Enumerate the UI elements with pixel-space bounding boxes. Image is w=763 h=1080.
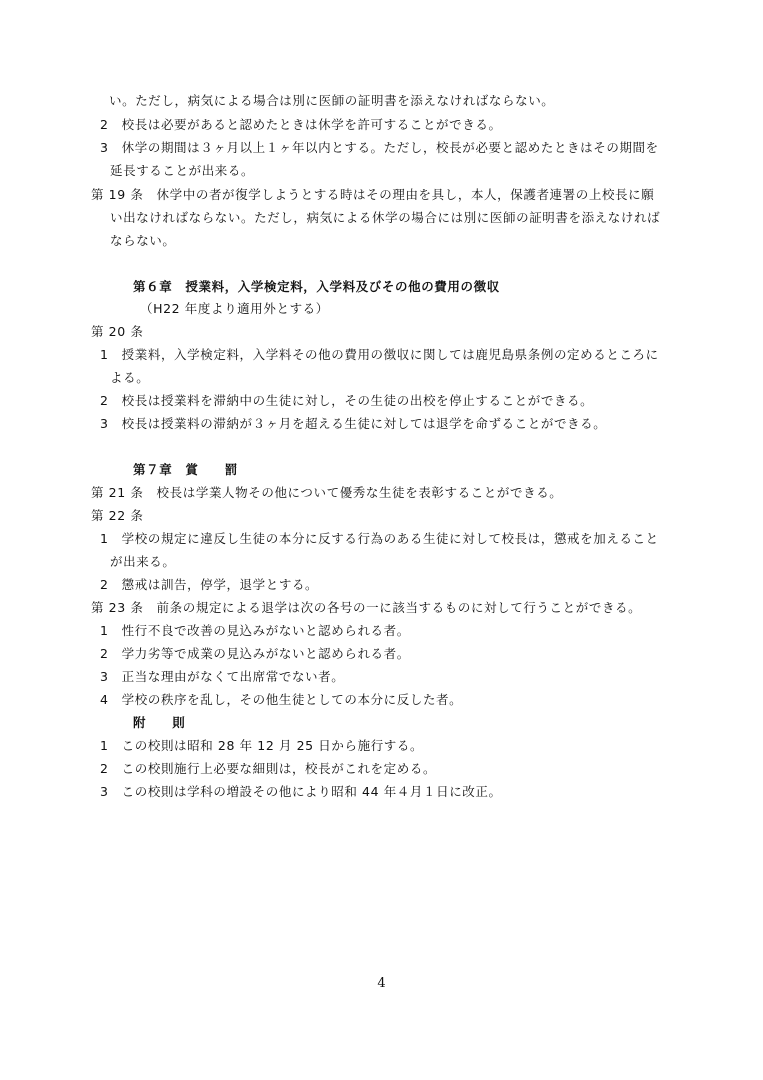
chapter-6-heading: 第６章 授業料，入学検定料，入学料及びその他の費用の徴収 — [133, 279, 500, 294]
text-line: い。ただし，病気による場合は別に医師の証明書を添えなければならない。 — [109, 93, 555, 108]
text-line: 2 懲戒は訓告，停学，退学とする。 — [100, 577, 319, 592]
text-line: 1 性行不良で改善の見込みがないと認められる者。 — [100, 623, 410, 638]
text-line: い出なければならない。ただし，病気による休学の場合には別に医師の証明書を添えなければ — [110, 210, 661, 225]
chapter-6-note: （H22 年度より適用外とする） — [140, 301, 329, 316]
article-20: 第 20 条 — [91, 324, 144, 339]
text-line: 3 休学の期間は３ヶ月以上１ヶ年以内とする。ただし，校長が必要と認めたときはその期間を — [100, 140, 659, 155]
text-line: ならない。 — [110, 233, 176, 248]
text-line: 2 校長は授業料を滞納中の生徒に対し，その生徒の出校を停止することができる。 — [100, 393, 594, 408]
text-line: 1 授業料，入学検定料，入学料その他の費用の徴収に関しては鹿児島県条例の定めるところに — [100, 347, 659, 362]
chapter-7-heading: 第７章 賞 罰 — [133, 462, 238, 477]
text-line: が出来る。 — [110, 554, 176, 569]
text-line: 4 学校の秩序を乱し，その他生徒としての本分に反した者。 — [100, 692, 463, 707]
text-line: 3 正当な理由がなくて出席常でない者。 — [100, 669, 345, 684]
article-23: 第 23 条 前条の規定による退学は次の各号の一に該当するものに対して行うことができる。 — [91, 600, 642, 615]
page-number: 4 — [377, 976, 386, 991]
text-line: 1 この校則は昭和 28 年 12 月 25 日から施行する。 — [100, 738, 424, 753]
text-line: 3 この校則は学科の増設その他により昭和 44 年４月１日に改正。 — [100, 784, 502, 799]
text-line: 3 校長は授業料の滞納が３ヶ月を超える生徒に対しては退学を命ずることができる。 — [100, 416, 607, 431]
text-line: 1 学校の規定に違反し生徒の本分に反する行為のある生徒に対して校長は，懲戒を加えること — [100, 531, 659, 546]
article-22: 第 22 条 — [91, 508, 144, 523]
supplementary-heading: 附 則 — [133, 715, 186, 730]
text-line: 2 学力劣等で成業の見込みがないと認められる者。 — [100, 646, 410, 661]
text-line: 2 この校則施行上必要な細則は，校長がこれを定める。 — [100, 761, 437, 776]
article-19: 第 19 条 休学中の者が復学しようとする時はその理由を具し，本人，保護者連署の上校長に願 — [91, 187, 655, 202]
text-line: 2 校長は必要があると認めたときは休学を許可することができる。 — [100, 117, 502, 132]
text-line: よる。 — [110, 370, 150, 385]
text-line: 延長することが出来る。 — [110, 163, 255, 178]
article-21: 第 21 条 校長は学業人物その他について優秀な生徒を表彰することができる。 — [91, 485, 563, 500]
